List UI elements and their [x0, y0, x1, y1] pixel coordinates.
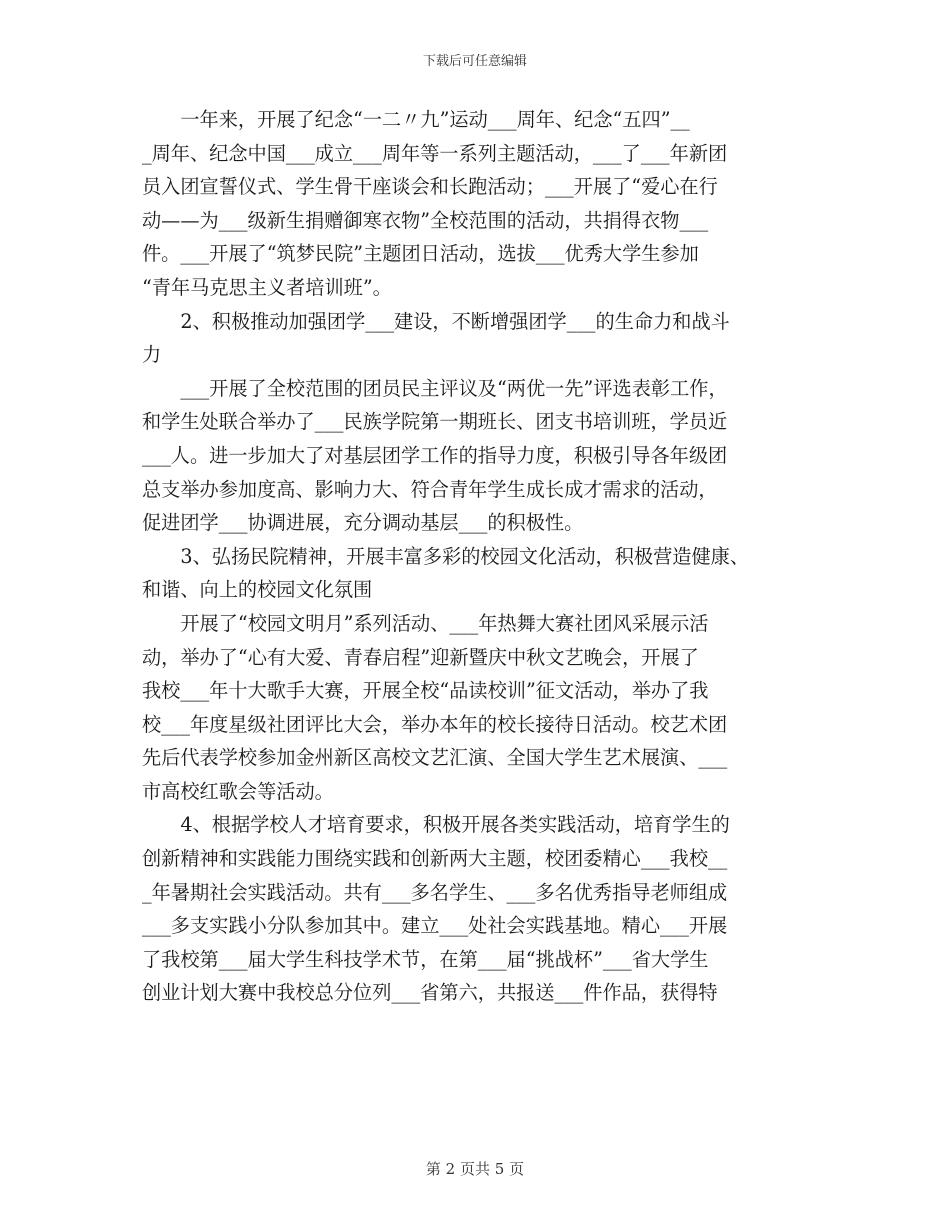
text-line: 和学生处联合举办了___民族学院第一期班长、团支书培训班，学员近 [142, 410, 728, 434]
text-line: 总支举办参加度高、影响力大、符合青年学生成长成才需求的活动， [142, 477, 718, 501]
text-line: 件。___开展了“筑梦民院”主题团日活动，选拔___优秀大学生参加 [142, 242, 699, 266]
text-line: 动，举办了“心有大爱、青春启程”迎新暨庆中秋文艺晚会，开展了 [142, 645, 699, 669]
text-line: 一年来，开展了纪念“一二〃九”运动___周年、纪念“五四”__ [142, 108, 690, 131]
text-line: 员入团宣誓仪式、学生骨干座谈会和长跑活动；___开展了“爱心在行 [142, 175, 718, 199]
text-line: ___人。进一步加大了对基层团学工作的指导力度，积极引导各年级团 [142, 443, 728, 467]
text-line: _年暑期社会实践活动。共有___多名学生、___多名优秀指导老师组成 [142, 880, 728, 904]
text-line: 创业计划大赛中我校总分位列___省第六，共报送___件作品，获得特 [142, 981, 718, 1005]
section-heading-line: 力 [142, 343, 162, 367]
document-body [142, 103, 818, 1010]
text-line: 我校___年十大歌手大赛，开展全校“品读校训”征文活动，举办了我 [142, 679, 709, 703]
text-line: 了我校第___届大学生科技学术节，在第___届“挑战杯”___省大学生 [142, 947, 709, 971]
page-header: 下载后可任意编辑 [422, 54, 527, 69]
text-line: ___多支实践小分队参加其中。建立___处社会实践基地。精心___开展 [142, 914, 728, 938]
text-line: 校___年度星级社团评比大会，举办本年的校长接待日活动。校艺术团 [142, 712, 728, 736]
text-line: 动——为___级新生捐赠御寒衣物”全校范围的活动，共捐得衣物___ [142, 208, 709, 232]
text-line: 促进团学___协调进展，充分调动基层___的积极性。 [142, 511, 584, 535]
section-heading-line: 和谐、向上的校园文化氛围 [142, 578, 373, 602]
text-line: 市高校红歌会等活动。 [142, 779, 334, 803]
page-number: 第 2 页共 5 页 [425, 1160, 525, 1178]
text-line: ___开展了全校范围的团员民主评议及“两优一先”评选表彰工作， [142, 376, 728, 400]
text-line: _周年、纪念中国___成立___周年等一系列主题活动，___了___年新团 [142, 141, 728, 165]
text-line: “青年马克思主义者培训班”。 [142, 275, 392, 299]
text-line: 开展了“校园文明月”系列活动、___年热舞大赛社团风采展示活 [142, 611, 709, 635]
text-line: 创新精神和实践能力围绕实践和创新两大主题，校团委精心___我校__ [142, 847, 728, 871]
section-heading-line: 2、积极推动加强团学___建设，不断增强团学___的生命力和战斗 [142, 309, 730, 333]
section-heading-line: 3、弘扬民院精神，开展丰富多彩的校园文化活动，积极营造健康、 [142, 544, 750, 568]
text-line: 先后代表学校参加金州新区高校文艺汇演、全国大学生艺术展演、___ [142, 746, 728, 770]
section-heading-line: 4、根据学校人才培育要求，积极开展各类实践活动，培育学生的 [142, 813, 730, 837]
